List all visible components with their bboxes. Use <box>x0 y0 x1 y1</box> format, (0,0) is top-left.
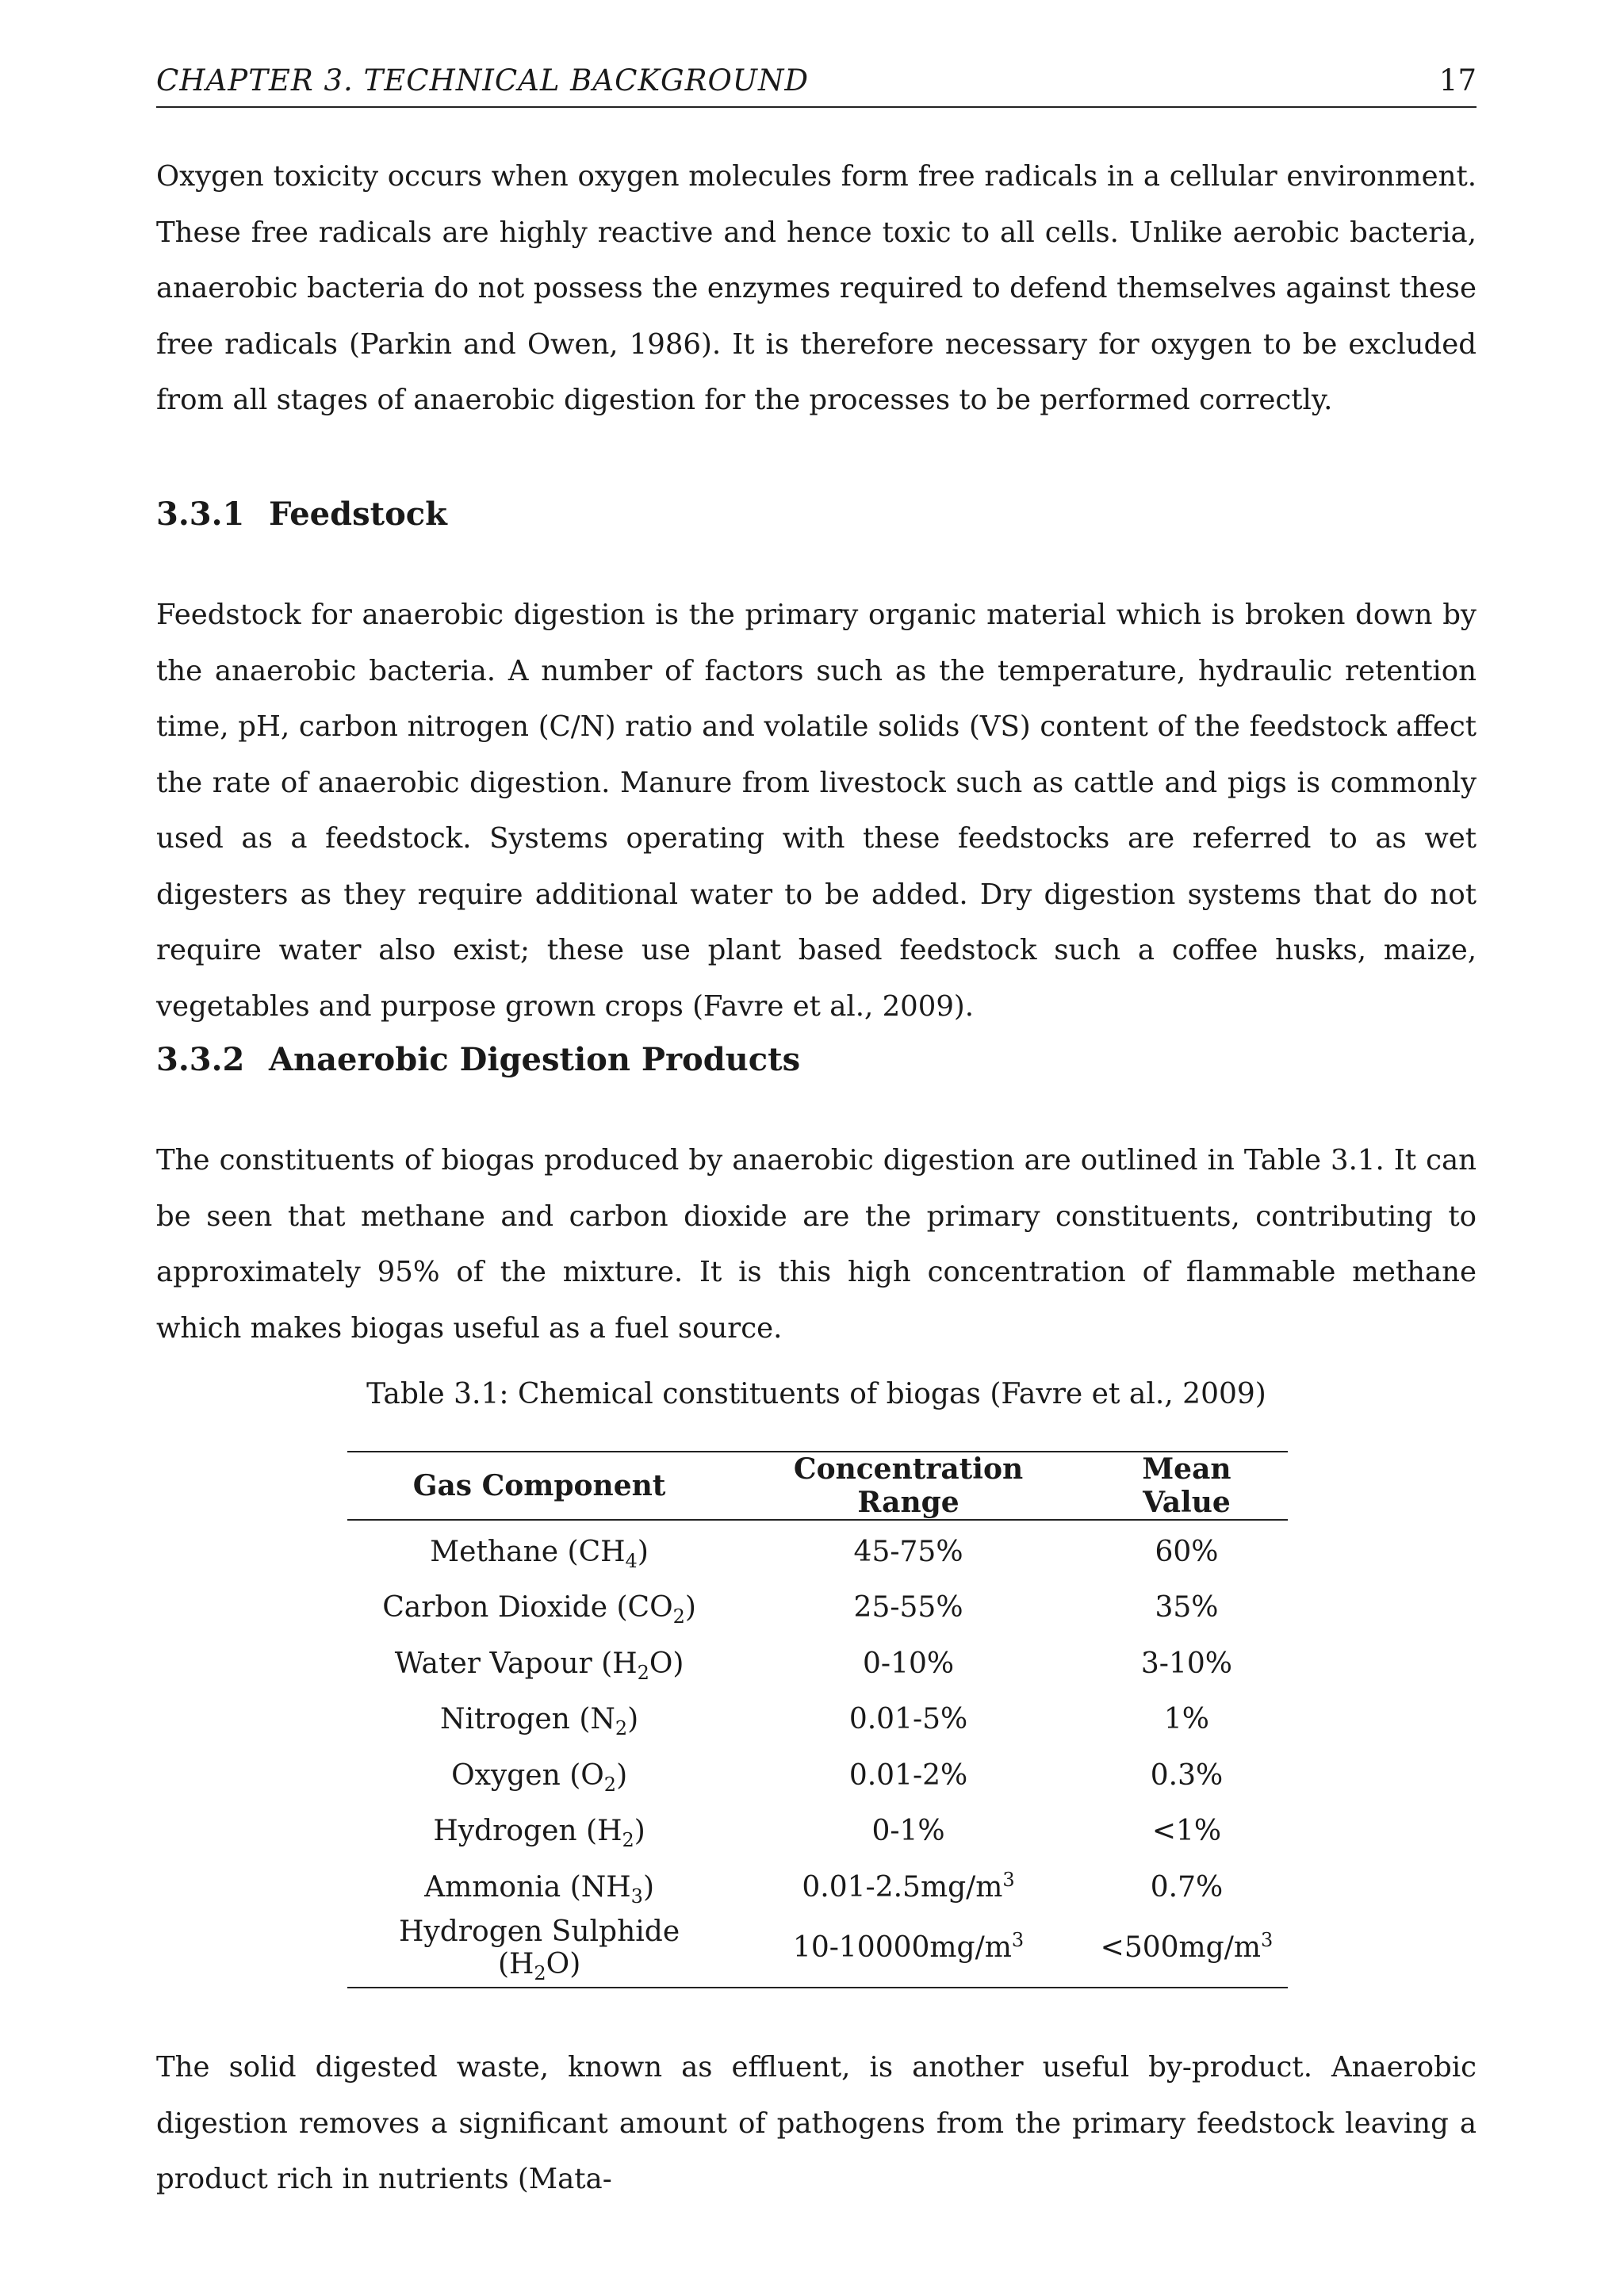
unit-superscript: 3 <box>1011 1929 1025 1951</box>
mean-value-cell <box>1086 1520 1288 1580</box>
table-row <box>347 1520 1288 1580</box>
mean-value: <1% <box>1151 1815 1222 1848</box>
range-value: 0.01-2% <box>848 1758 968 1792</box>
mean-value: 1% <box>1163 1703 1210 1736</box>
mean-value: 0.7% <box>1150 1870 1224 1904</box>
gas-component-cell: Ammonia $(NH_3)$ <box>424 1870 654 1908</box>
mean-value: 0.3% <box>1150 1758 1224 1792</box>
table-row <box>347 1915 1288 1988</box>
unit-superscript: 3 <box>1260 1929 1274 1951</box>
chapter-title: CHAPTER 3. TECHNICAL BACKGROUND <box>156 63 810 98</box>
mean-value-cell <box>1086 1859 1288 1915</box>
gas-component-cell: Carbon Dioxide $(CO_2)$ <box>382 1591 696 1628</box>
table-row <box>347 1747 1288 1804</box>
gas-name: Nitrogen <box>439 1703 570 1736</box>
table-row <box>347 1580 1288 1636</box>
unit-superscript: 3 <box>1002 1868 1015 1891</box>
running-header <box>156 62 1477 108</box>
gas-component-cell: Methane $(CH_4)$ <box>430 1535 649 1572</box>
feedstock-paragraph: Feedstock for anaerobic digestion is the primary organic material which is broken down by the anaerobic bacteria. A number of factors such as the temperature, hydraulic retention time, pH, carbon nitrogen (C/N) ratio and volatile solids (VS) content of the feedstock affect the rate of anaerobic digestion. Manure from livestock such as cattle and pigs is commonly used as a feedstock. Systems operating with these feedstocks are referred to as wet digesters as they require additional water to be added. Dry digestion systems that do not require water also exist; these use plant based feedstock such a coffee husks, maize, vegetables and purpose grown crops (Favre et al., 2009). <box>156 599 1477 1023</box>
gas-name: Water Vapour <box>394 1647 592 1680</box>
formula-subscript: 2 <box>672 1605 685 1628</box>
section-number: 3.3.2 <box>156 1041 245 1078</box>
mean-value-cell <box>1086 1692 1288 1748</box>
gas-name: Methane <box>430 1535 559 1568</box>
mean-value-cell <box>1086 1915 1288 1988</box>
mean-value: <500mg/m <box>1100 1931 1261 1964</box>
section-title: Feedstock <box>269 496 447 533</box>
range-value: 45-75% <box>853 1535 963 1568</box>
mean-value: 3-10% <box>1140 1647 1232 1680</box>
formula-base: CH <box>578 1535 626 1568</box>
table-caption: Table 3.1: Chemical constituents of biogas (Favre et al., 2009) <box>366 1378 1266 1410</box>
range-value: 0-1% <box>871 1815 945 1848</box>
gas-component-cell: Hydrogen $(H_2)$ <box>433 1815 645 1852</box>
range-value: 0-10% <box>863 1647 955 1680</box>
gas-component-cell: Hydrogen Sulphide $(H_2O)$ <box>399 1915 680 1984</box>
biogas-constituents-table <box>347 1451 1288 1988</box>
section-number: 3.3.1 <box>156 496 245 533</box>
table-row <box>347 1636 1288 1692</box>
page-number: 17 <box>1438 63 1477 98</box>
formula-subscript: 2 <box>622 1829 634 1852</box>
mean-value-cell <box>1086 1747 1288 1804</box>
mean-value-cell <box>1086 1636 1288 1692</box>
intro-paragraph: Oxygen toxicity occurs when oxygen molecules form free radicals in a cellular environment. These free radicals are highly reactive and hence toxic to all cells. Unlike aerobic bacteria, anaerobic bacteria do not possess the enzymes required to defend themselves against these free radicals (Parkin and Owen, 1986). It is therefore necessary for oxygen to be excluded from all stages of anaerobic digestion for the processes to be performed correctly. <box>156 160 1477 416</box>
table-row <box>347 1859 1288 1915</box>
products-paragraph: The constituents of biogas produced by anaerobic digestion are outlined in Table 3.1. It can be seen that methane and carbon dioxide are the primary constituents, contributing to approximately 95% of the mixture. It is this high concentration of flammable methane which makes biogas useful as a fuel source. <box>156 1144 1477 1345</box>
range-value: 0.01-5% <box>848 1703 968 1736</box>
gas-component-cell: Nitrogen $(N_2)$ <box>439 1703 639 1740</box>
concentration-range-cell <box>731 1692 1086 1748</box>
formula-base: N <box>590 1703 615 1736</box>
formula-subscript: 3 <box>630 1885 643 1908</box>
table-row <box>347 1804 1288 1860</box>
column-header: Concentration Range <box>793 1452 1024 1519</box>
table-row <box>347 1692 1288 1748</box>
gas-name: Carbon Dioxide <box>382 1591 608 1624</box>
table-header-row <box>347 1452 1288 1520</box>
formula-subscript: 2 <box>615 1717 628 1740</box>
gas-component-cell: Water Vapour $(H_2O)$ <box>394 1647 684 1684</box>
formula-subscript: 2 <box>603 1773 617 1796</box>
column-header: Gas Component <box>412 1469 666 1502</box>
concentration-range-cell <box>731 1636 1086 1692</box>
formula-subscript: 2 <box>637 1661 649 1684</box>
mean-value-cell <box>1086 1804 1288 1860</box>
mean-value: 60% <box>1155 1535 1219 1568</box>
range-value: 25-55% <box>853 1591 963 1624</box>
concentration-range-cell <box>731 1747 1086 1804</box>
formula-base: NH <box>580 1870 631 1904</box>
gas-name: Oxygen <box>451 1758 561 1792</box>
concentration-range-cell <box>731 1859 1086 1915</box>
section-title: Anaerobic Digestion Products <box>269 1041 801 1078</box>
formula-base: H <box>508 1947 534 1980</box>
range-value: 10-10000mg/m <box>792 1931 1012 1964</box>
formula-base: CO <box>627 1591 673 1624</box>
formula-tail: O <box>649 1647 673 1680</box>
formula-subscript: 4 <box>625 1549 638 1572</box>
column-header: Mean Value <box>1142 1452 1231 1519</box>
formula-base: H <box>597 1815 622 1848</box>
concentration-range-cell <box>731 1520 1086 1580</box>
section-heading-digestion-products <box>156 1041 800 1078</box>
formula-base: O <box>580 1758 604 1792</box>
formula-tail: O <box>546 1947 570 1980</box>
formula-base: H <box>612 1647 638 1680</box>
closing-paragraph: The solid digested waste, known as effluent, is another useful by-product. Anaerobic digestion removes a significant amount of pathogens from the primary feedstock leaving a product rich in nutrients (Mata- <box>156 2051 1477 2195</box>
gas-name: Hydrogen <box>433 1815 577 1848</box>
formula-subscript: 2 <box>534 1961 546 1984</box>
concentration-range-cell <box>731 1915 1086 1988</box>
section-heading-feedstock <box>156 496 447 533</box>
gas-name: Ammonia <box>424 1870 561 1904</box>
concentration-range-cell <box>731 1804 1086 1860</box>
concentration-range-cell <box>731 1580 1086 1636</box>
mean-value-cell <box>1086 1580 1288 1636</box>
mean-value: 35% <box>1155 1591 1219 1624</box>
gas-component-cell: Oxygen $(O_2)$ <box>451 1758 628 1796</box>
range-value: 0.01-2.5mg/m <box>802 1870 1003 1904</box>
gas-name: Hydrogen Sulphide <box>399 1915 680 1948</box>
